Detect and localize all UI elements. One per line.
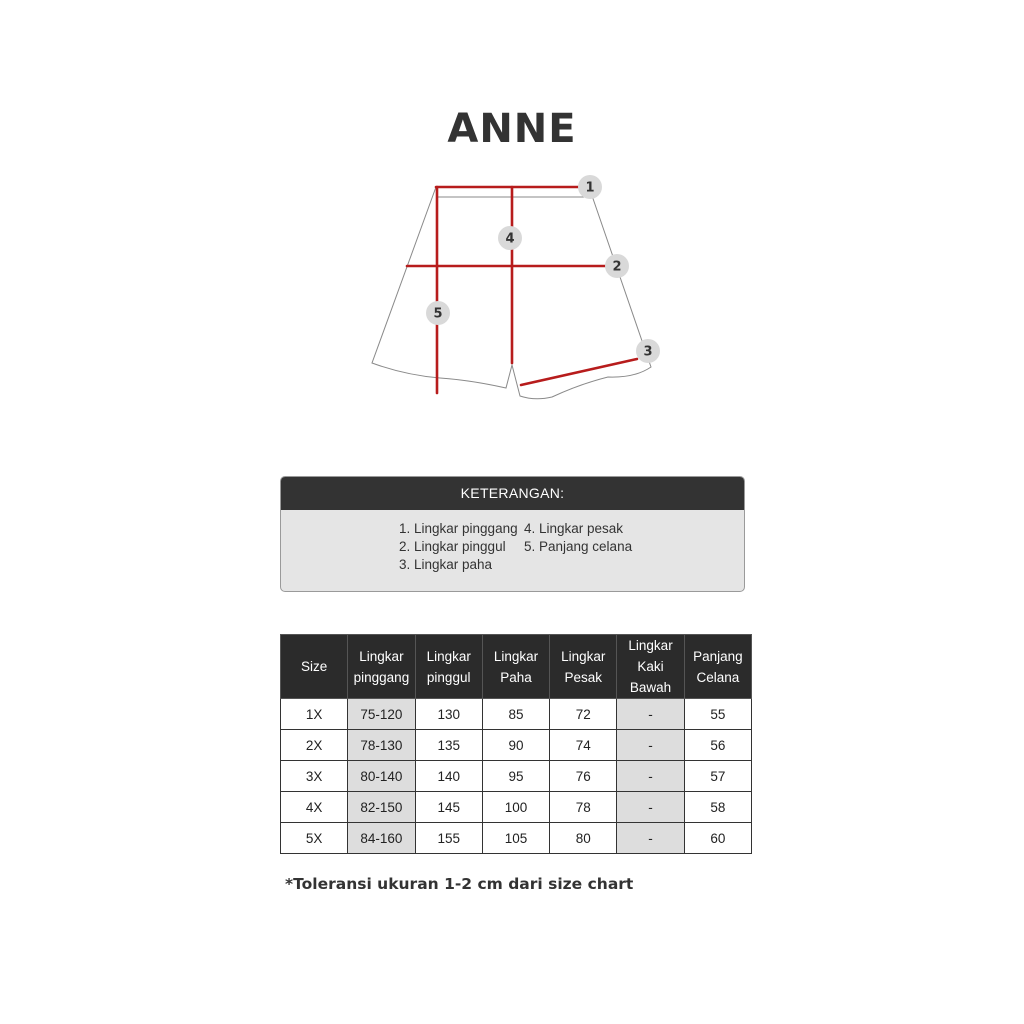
cell-size: 5X xyxy=(281,823,348,854)
legend-item-thigh: 3. Lingkar paha xyxy=(399,557,493,572)
cell-crotch: 80 xyxy=(550,823,617,854)
tolerance-note: *Toleransi ukuran 1-2 cm dari size chart xyxy=(285,875,634,893)
cell-size: 4X xyxy=(281,792,348,823)
cell-crotch: 74 xyxy=(550,730,617,761)
header-leg-opening: Lingkar Kaki Bawah xyxy=(617,635,684,699)
table-row xyxy=(281,699,752,730)
marker-2 xyxy=(605,254,629,278)
cell-hip: 155 xyxy=(415,823,482,854)
legend-item-length: 5. Panjang celana xyxy=(524,539,633,554)
svg-text:2: 2 xyxy=(612,259,622,275)
cell-crotch: 72 xyxy=(550,699,617,730)
header-length: Panjang Celana xyxy=(684,635,751,699)
cell-leg-opening: - xyxy=(617,823,684,854)
svg-text:1: 1 xyxy=(585,180,595,196)
cell-length: 55 xyxy=(684,699,751,730)
legend-item-waist: 1. Lingkar pinggang xyxy=(399,521,518,536)
legend-header: KETERANGAN: xyxy=(281,477,744,510)
cell-length: 58 xyxy=(684,792,751,823)
cell-leg-opening: - xyxy=(617,761,684,792)
header-size: Size xyxy=(281,635,348,699)
table-row xyxy=(281,823,752,854)
legend-item-crotch: 4. Lingkar pesak xyxy=(524,521,624,536)
cell-crotch: 78 xyxy=(550,792,617,823)
cell-thigh: 100 xyxy=(482,792,549,823)
cell-leg-opening: - xyxy=(617,792,684,823)
svg-text:4: 4 xyxy=(505,231,515,247)
legend-box xyxy=(280,476,745,592)
cell-hip: 140 xyxy=(415,761,482,792)
header-crotch: Lingkar Pesak xyxy=(550,635,617,699)
cell-size: 2X xyxy=(281,730,348,761)
cell-size: 1X xyxy=(281,699,348,730)
measurement-lines xyxy=(407,187,637,393)
table-row xyxy=(281,730,752,761)
marker-5 xyxy=(426,301,450,325)
header-hip: Lingkar pinggul xyxy=(415,635,482,699)
marker-4 xyxy=(498,226,522,250)
svg-text:3: 3 xyxy=(643,344,653,360)
cell-crotch: 76 xyxy=(550,761,617,792)
cell-thigh: 85 xyxy=(482,699,549,730)
table-row xyxy=(281,761,752,792)
table-header-row xyxy=(281,635,752,699)
cell-waist: 82-150 xyxy=(348,792,415,823)
cell-thigh: 95 xyxy=(482,761,549,792)
cell-size: 3X xyxy=(281,761,348,792)
cell-length: 56 xyxy=(684,730,751,761)
cell-waist: 78-130 xyxy=(348,730,415,761)
legend-item-hip: 2. Lingkar pinggul xyxy=(399,539,506,554)
cell-length: 57 xyxy=(684,761,751,792)
cell-waist: 84-160 xyxy=(348,823,415,854)
svg-text:5: 5 xyxy=(433,306,443,322)
cell-waist: 75-120 xyxy=(348,699,415,730)
size-chart-table xyxy=(280,634,752,854)
product-title: ANNE xyxy=(447,106,577,152)
thigh-line xyxy=(521,359,637,385)
shorts-measurement-diagram xyxy=(360,170,670,410)
cell-hip: 135 xyxy=(415,730,482,761)
cell-waist: 80-140 xyxy=(348,761,415,792)
header-waist: Lingkar pinggang xyxy=(348,635,415,699)
cell-hip: 145 xyxy=(415,792,482,823)
cell-hip: 130 xyxy=(415,699,482,730)
header-thigh: Lingkar Paha xyxy=(482,635,549,699)
marker-3 xyxy=(636,339,660,363)
cell-leg-opening: - xyxy=(617,699,684,730)
table-row xyxy=(281,792,752,823)
cell-thigh: 90 xyxy=(482,730,549,761)
cell-leg-opening: - xyxy=(617,730,684,761)
marker-1 xyxy=(578,175,602,199)
cell-thigh: 105 xyxy=(482,823,549,854)
cell-length: 60 xyxy=(684,823,751,854)
